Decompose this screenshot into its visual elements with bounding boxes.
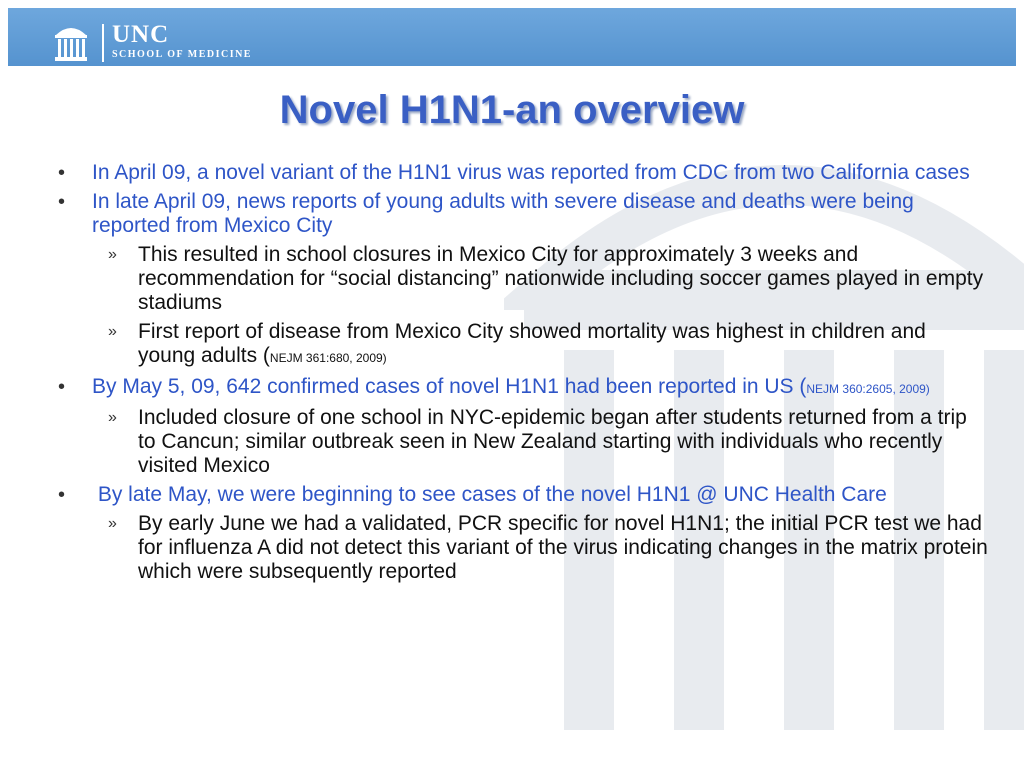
- bullet-item: [58, 190, 988, 238]
- bullet-marker: •: [58, 162, 66, 184]
- bullet-text: In late April 09, news reports of young adults with severe disease and deaths were being reported from Mexico City: [92, 190, 914, 237]
- logo-text: [112, 22, 252, 62]
- sub-bullet-marker: »: [108, 323, 117, 340]
- citation: NEJM 360:2605, 2009): [806, 382, 930, 396]
- old-well-logo-icon: [54, 21, 88, 63]
- bullet-marker: •: [58, 191, 66, 213]
- bullet-item: [58, 483, 988, 507]
- logo-main-text: UNC: [112, 21, 170, 48]
- bullet-item: [58, 375, 988, 401]
- bullet-marker: •: [58, 484, 66, 506]
- bullet-text: By May 5, 09, 642 confirmed cases of novel H1N1 had been reported in US (: [92, 375, 807, 398]
- sub-bullet-item: [58, 243, 988, 315]
- slide-title: Novel H1N1-an overview: [279, 88, 745, 132]
- bullet-text: By late May, we were beginning to see cases of the novel H1N1 @ UNC Health Care: [92, 483, 887, 506]
- sub-bullet-marker: »: [108, 246, 117, 263]
- logo-sub-text: SCHOOL OF MEDICINE: [112, 49, 252, 60]
- sub-bullet-text: Included closure of one school in NYC-epidemic began after students returned from a trip to Cancun; similar outbreak seen in New Zealand starting with individuals who recently visited Mexico: [138, 406, 967, 477]
- citation: NEJM 361:680, 2009): [269, 351, 387, 365]
- sub-bullet-text: By early June we had a validated, PCR specific for novel H1N1; the initial PCR test we had for influenza A did not detect this variant of the virus indicating changes in the matrix protein which were subsequently reported: [138, 512, 988, 583]
- sub-bullet-item: [58, 512, 988, 584]
- sub-bullet-text: First report of disease from Mexico City showed mortality was highest in children and young adults (: [138, 320, 926, 367]
- sub-bullet-marker: »: [108, 409, 117, 426]
- sub-bullet-item: [58, 320, 988, 370]
- sub-bullet-text: This resulted in school closures in Mexico City for approximately 3 weeks and recommendation for “social distancing” nationwide including soccer games played in empty stadiums: [138, 243, 984, 314]
- bullet-item: [58, 161, 988, 185]
- bullet-marker: •: [58, 376, 66, 398]
- logo-divider: [102, 24, 104, 62]
- bullet-text: In April 09, a novel variant of the H1N1 virus was reported from CDC from two California cases: [92, 161, 970, 184]
- header-band: [8, 8, 1016, 66]
- bullet-list: [58, 161, 988, 589]
- sub-bullet-item: [58, 406, 988, 478]
- sub-bullet-marker: »: [108, 515, 117, 532]
